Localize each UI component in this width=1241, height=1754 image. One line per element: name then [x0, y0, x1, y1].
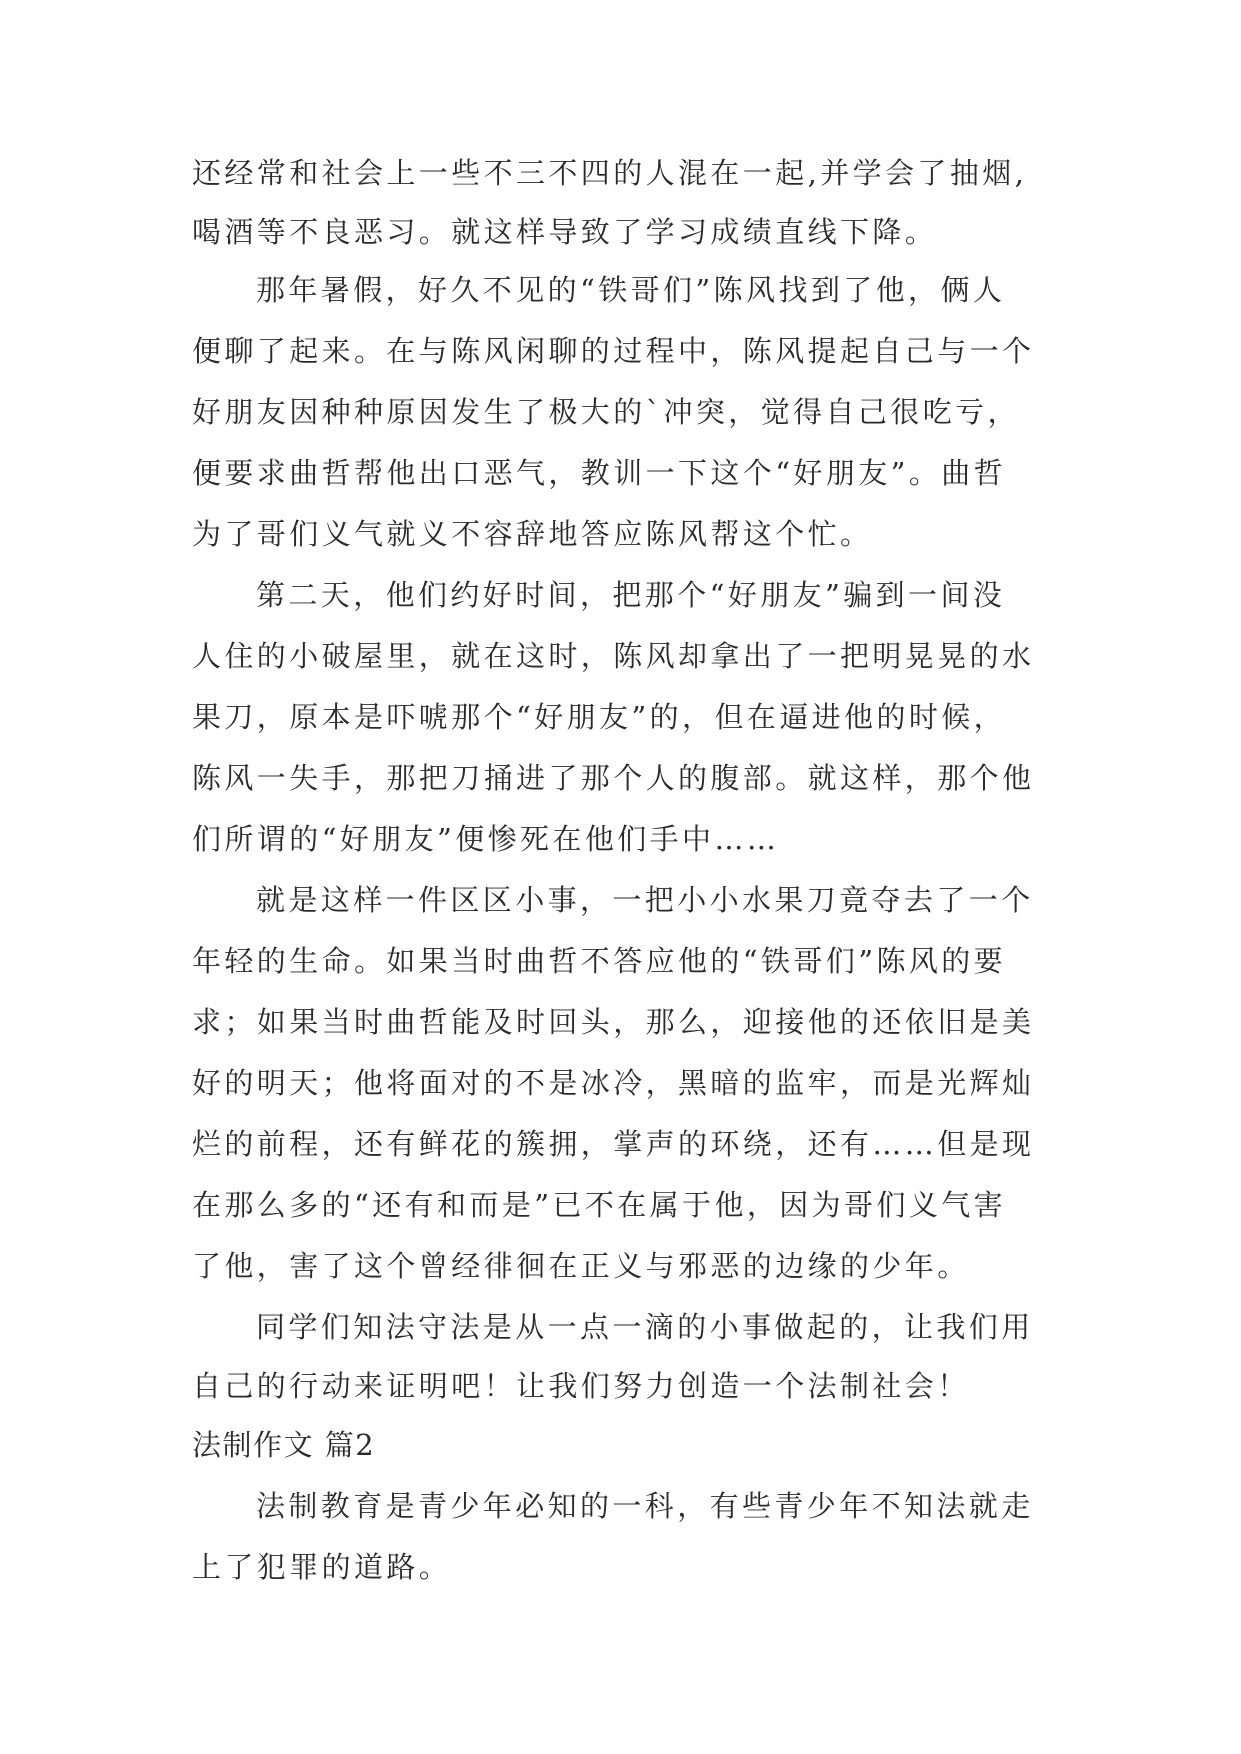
- text-line: 人住的小破屋里，就在这时，陈风却拿出了一把明晃晃的水: [192, 639, 1035, 673]
- text-line: 便聊了起来。在与陈风闲聊的过程中，陈风提起自己与一个: [192, 334, 1035, 368]
- text-line: 上了犯罪的道路。: [192, 1550, 452, 1584]
- paragraph-start-line: 第二天，他们约好时间，把那个“好朋友”骗到一间没: [256, 578, 1006, 612]
- text-line: 还经常和社会上一些不三不四的人混在一起,并学会了抽烟,: [192, 156, 1028, 190]
- text-line: 在那么多的“还有和而是”已不在属于他，因为哥们义气害: [192, 1188, 1007, 1222]
- paragraph-start-line: 法制教育是青少年必知的一科，有些青少年不知法就走: [256, 1489, 1034, 1523]
- text-line: 自己的行动来证明吧！让我们努力创造一个法制社会！: [192, 1369, 970, 1403]
- text-line: 求；如果当时曲哲能及时回头，那么，迎接他的还依旧是美: [192, 1005, 1035, 1039]
- text-line: 为了哥们义气就义不容辞地答应陈风帮这个忙。: [192, 517, 873, 551]
- text-line: 好朋友因种种原因发生了极大的`冲突，觉得自己很吃亏，: [192, 395, 1020, 429]
- section-heading: 法制作文 篇2: [192, 1428, 376, 1462]
- text-line: 年轻的生命。如果当时曲哲不答应他的“铁哥们”陈风的要: [192, 944, 1007, 978]
- text-line: 喝酒等不良恶习。就这样导致了学习成绩直线下降。: [192, 215, 938, 249]
- paragraph-start-line: 那年暑假，好久不见的“铁哥们”陈风找到了他，俩人: [256, 273, 1006, 307]
- text-line: 烂的前程，还有鲜花的簇拥，掌声的环绕，还有……但是现: [192, 1127, 1035, 1161]
- paragraph-start-line: 同学们知法守法是从一点一滴的小事做起的，让我们用: [256, 1310, 1034, 1344]
- document-body: [192, 143, 1092, 1598]
- paragraph-start-line: 就是这样一件区区小事，一把小小水果刀竟夺去了一个: [256, 883, 1034, 917]
- text-line: 陈风一失手，那把刀捅进了那个人的腹部。就这样，那个他: [192, 761, 1035, 795]
- text-line: 便要求曲哲帮他出口恶气，教训一下这个“好朋友”。曲哲: [192, 456, 1007, 490]
- text-line: 果刀，原本是吓唬那个“好朋友”的，但在逼进他的时候，: [192, 700, 1007, 734]
- text-line: 好的明天；他将面对的不是冰冷，黑暗的监牢，而是光辉灿: [192, 1066, 1035, 1100]
- text-line: 们所谓的“好朋友”便惨死在他们手中……: [192, 822, 780, 856]
- text-line: 了他，害了这个曾经徘徊在正义与邪恶的边缘的少年。: [192, 1249, 970, 1283]
